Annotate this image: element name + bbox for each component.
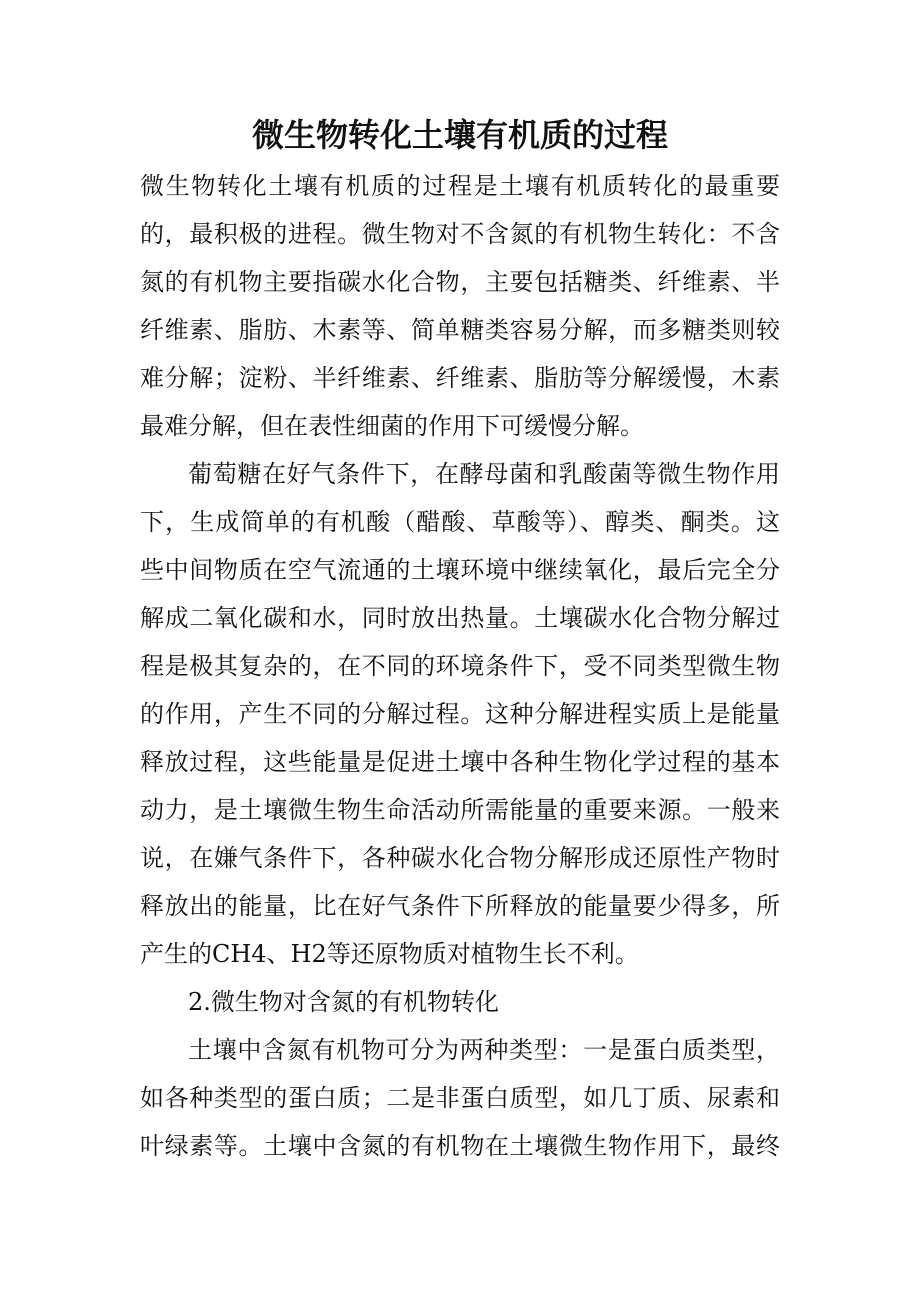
text-line: 程是极其复杂的，在不同的环境条件下，受不同类型微生物 (140, 652, 780, 680)
text-line: 的作用，产生不同的分解过程。这种分解进程实质上是能量 (140, 700, 780, 728)
text-line: 如各种类型的蛋白质；二是非蛋白质型，如几丁质、尿素和 (140, 1084, 780, 1112)
text-line: 释放出的能量，比在好气条件下所释放的能量要少得多，所 (140, 892, 780, 920)
text-line: 土壤中含氮有机物可分为两种类型：一是蛋白质类型， (188, 1036, 780, 1064)
text-line: 下，生成简单的有机酸（醋酸、草酸等）、醇类、酮类。这 (140, 508, 780, 536)
document-body (140, 162, 780, 1170)
text-line: 动力，是土壤微生物生命活动所需能量的重要来源。一般来 (140, 796, 780, 824)
text-line: 叶绿素等。土壤中含氮的有机物在土壤微生物作用下，最终 (140, 1132, 780, 1160)
text-line: 的，最积极的进程。微生物对不含氮的有机物生转化：不含 (140, 220, 780, 248)
paragraph (140, 450, 780, 978)
document-title: 微生物转化土壤有机质的过程 (251, 116, 668, 154)
text-line: 些中间物质在空气流通的土壤环境中继续氧化，最后完全分 (140, 556, 780, 584)
text-line: 2.微生物对含氮的有机物转化 (188, 988, 499, 1016)
text-line: 纤维素、脂肪、木素等、简单糖类容易分解，而多糖类则较 (140, 316, 780, 344)
text-line: 最难分解，但在表性细菌的作用下可缓慢分解。 (140, 412, 644, 440)
text-line: 产生的CH4、H2等还原物质对植物生长不利。 (140, 940, 639, 968)
text-line: 微生物转化土壤有机质的过程是土壤有机质转化的最重要 (140, 172, 780, 200)
text-line: 葡萄糖在好气条件下，在酵母菌和乳酸菌等微生物作用 (188, 460, 780, 488)
paragraph (140, 1026, 780, 1170)
paragraph (140, 978, 780, 1026)
text-line: 氮的有机物主要指碳水化合物，主要包括糖类、纤维素、半 (140, 268, 780, 296)
text-line: 难分解；淀粉、半纤维素、纤维素、脂肪等分解缓慢，木素 (140, 364, 780, 392)
text-line: 解成二氧化碳和水，同时放出热量。土壤碳水化合物分解过 (140, 604, 780, 632)
text-line: 说，在嫌气条件下，各种碳水化合物分解形成还原性产物时 (140, 844, 780, 872)
text-line: 释放过程，这些能量是促进土壤中各种生物化学过程的基本 (140, 748, 780, 776)
paragraph (140, 162, 780, 450)
